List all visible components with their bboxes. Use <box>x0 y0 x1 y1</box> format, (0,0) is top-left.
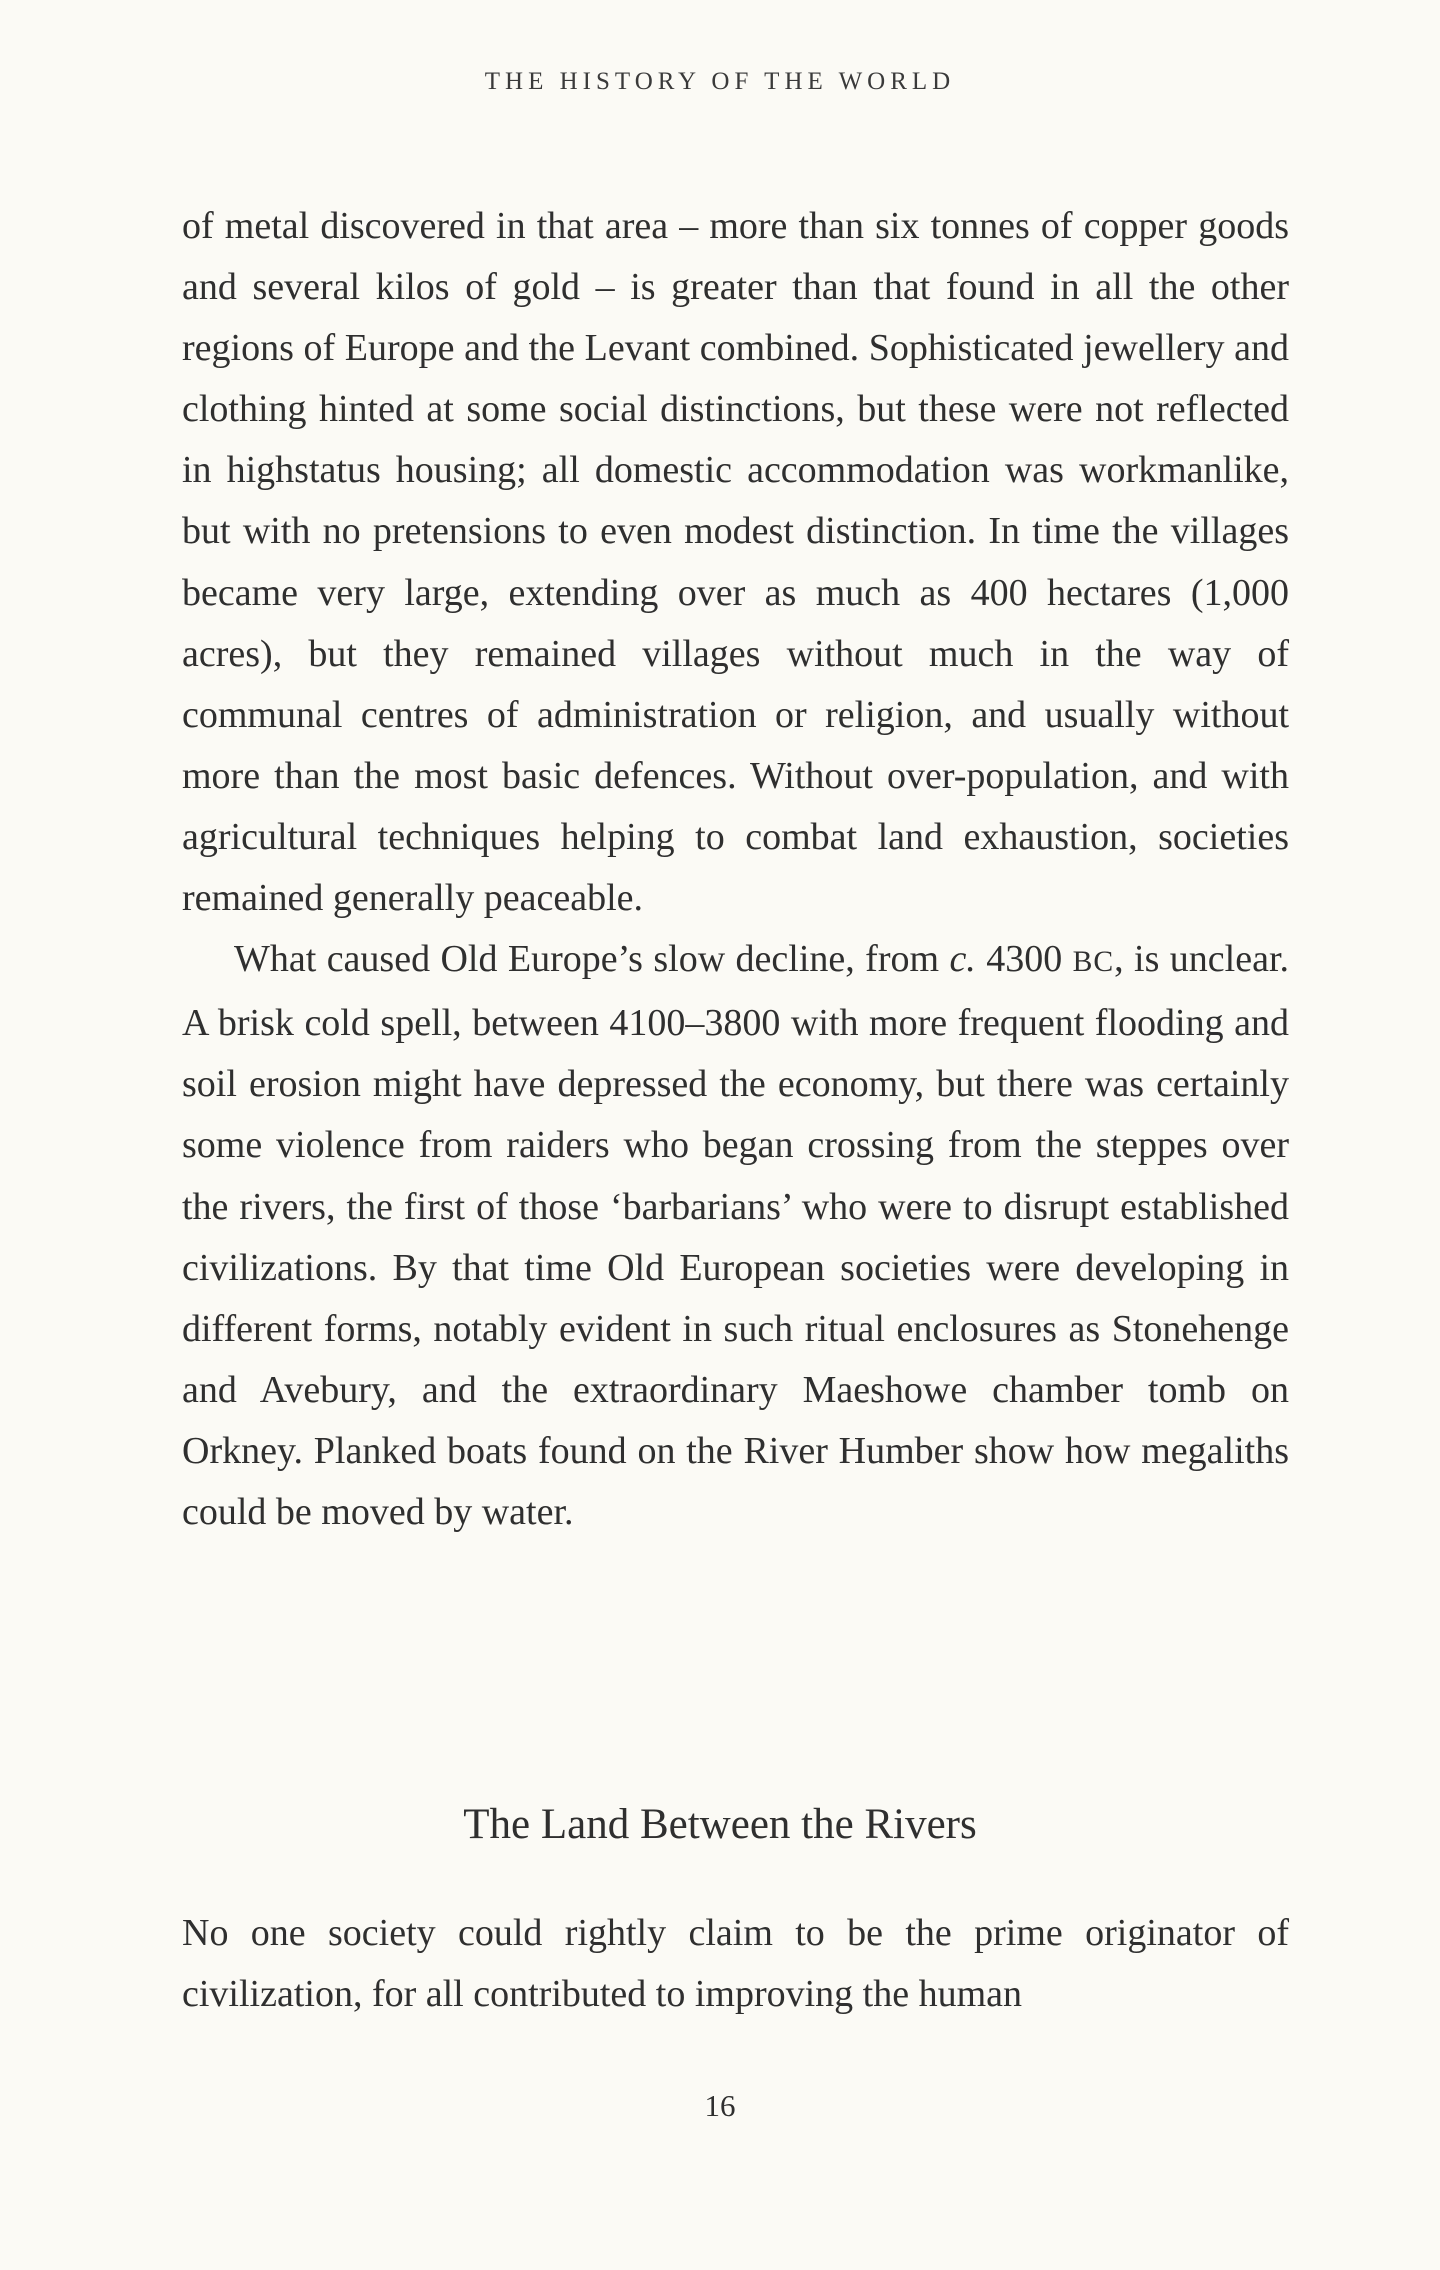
page-number: 16 <box>704 2088 736 2123</box>
circa-abbreviation: c. <box>949 938 976 981</box>
paragraph-text: What caused Old Europe’s slow decline, from <box>234 938 950 981</box>
paragraph-text: , is unclear. A brisk cold spell, between 4100–3800 with more frequent flooding and soil erosion might have depressed the economy, but there was certainly some violence from raiders who began crossing from the steppes over the rivers, the first of those ‘barbarians’ who were to disrupt established civilizations. By that time Old European societies were developing in different forms, notably evident in such ritual enclosures as Stonehenge and Avebury, and the extraordinary Maeshowe chamber tomb on Orkney. Planked boats found on the River Humber show how megaliths could be moved by water. <box>182 938 1290 1533</box>
body-text <box>182 196 1289 1543</box>
body-paragraph: of metal discovered in that area – more than six tonnes of copper goods and several kilos of gold – is greater than that found in all the other regions of Europe and the Levant combined. Sophisticated jewellery and clothing hinted at some social distinctions, but these were not reflected in highstatus housing; all domestic accommodation was workmanlike, but with no pretensions to even modest distinction. In time the villages became very large, extending over as much as 400 hectares (1,000 acres), but they remained villages without much in the way of communal centres of administration or religion, and usually without more than the most basic defences. Without over-population, and with agricultural techniques helping to combat land exhaustion, societies remained generally peaceable. <box>182 205 1289 920</box>
era-label: BC <box>1072 946 1115 979</box>
body-paragraph <box>182 929 1289 1543</box>
section-heading: The Land Between the Rivers <box>463 1801 977 1848</box>
running-head: THE HISTORY OF THE WORLD <box>484 68 956 95</box>
date-value: 4300 <box>975 938 1073 981</box>
section-body-text <box>182 1903 1289 2025</box>
body-paragraph: No one society could rightly claim to be the prime originator of civilization, for all contributed to improving the human <box>182 1912 1289 2016</box>
